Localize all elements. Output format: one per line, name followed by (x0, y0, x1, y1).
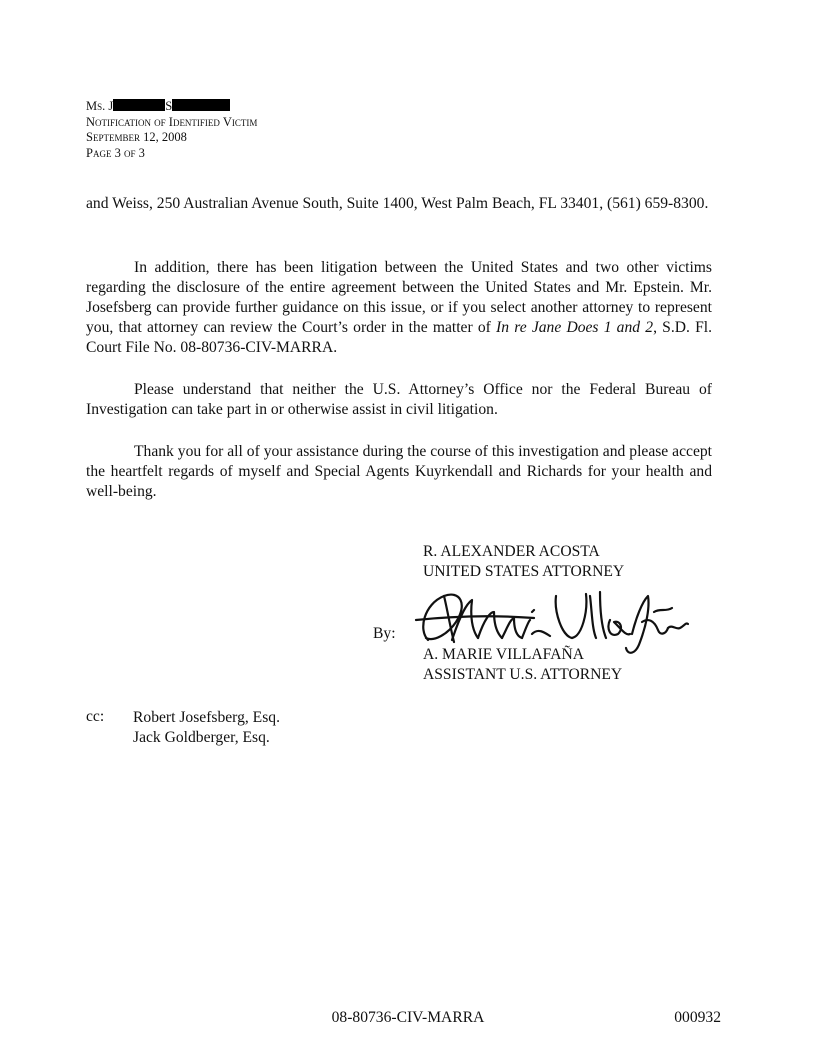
signer-title: ASSISTANT U.S. ATTORNEY (423, 666, 623, 683)
footer-case-number: 08-80736-CIV-MARRA (331, 1009, 485, 1026)
recipient-prefix: Ms. J (86, 99, 114, 113)
recipient-mid: S (165, 99, 173, 113)
date-line: September 12, 2008 (86, 130, 187, 144)
redaction-bar (172, 99, 230, 111)
continuation-paragraph: and Weiss, 250 Australian Avenue South, Suite 1400, West Palm Beach, FL 33401, (561) 659-8300. (86, 195, 709, 212)
litigation-paragraph (86, 258, 712, 358)
thank-you-paragraph: Thank you for all of your assistance during the course of this investigation and please accept the heartfelt regards of myself and Special Agents Kuyrkendall and Richards for your health and well-being. (86, 443, 712, 500)
signer-name: A. MARIE VILLAFAÑA (423, 646, 584, 663)
subject-line: Notification of Identified Victim (86, 114, 258, 129)
letter-header (86, 99, 257, 161)
cc-label: cc: (86, 708, 105, 725)
civil-litigation-paragraph: Please understand that neither the U.S. Attorney’s Office nor the Federal Bureau of Investigation can take part in or otherwise assist in civil litigation. (86, 381, 712, 418)
cc-recipient: Jack Goldberger, Esq. (133, 729, 270, 746)
footer-bates-number: 000932 (674, 1009, 721, 1026)
page-number-line: Page 3 of 3 (86, 145, 145, 160)
court-file-text: , S.D. Fl. Court File No. 08-80736-CIV-MARRA. (86, 319, 712, 356)
signatory-name: R. ALEXANDER ACOSTA (423, 543, 600, 560)
signatory-title: UNITED STATES ATTORNEY (423, 563, 625, 580)
signatory-block (423, 542, 624, 582)
redaction-bar (113, 99, 165, 111)
by-label: By: (373, 625, 396, 642)
cc-list (133, 708, 280, 748)
recipient-line (86, 99, 257, 115)
cc-recipient: Robert Josefsberg, Esq. (133, 709, 280, 726)
litigation-text: In addition, there has been litigation between the United States and two other victims regarding the disclosure of the entire agreement between the United States and Mr. Epstein. Mr. Josefsberg can provide further guidance on this issue, or if you select another attorney to represent you, that attorney can review the Court’s order in the matter of (86, 259, 712, 336)
signer-block (423, 645, 622, 685)
case-name: In re Jane Does 1 and 2 (496, 319, 654, 336)
